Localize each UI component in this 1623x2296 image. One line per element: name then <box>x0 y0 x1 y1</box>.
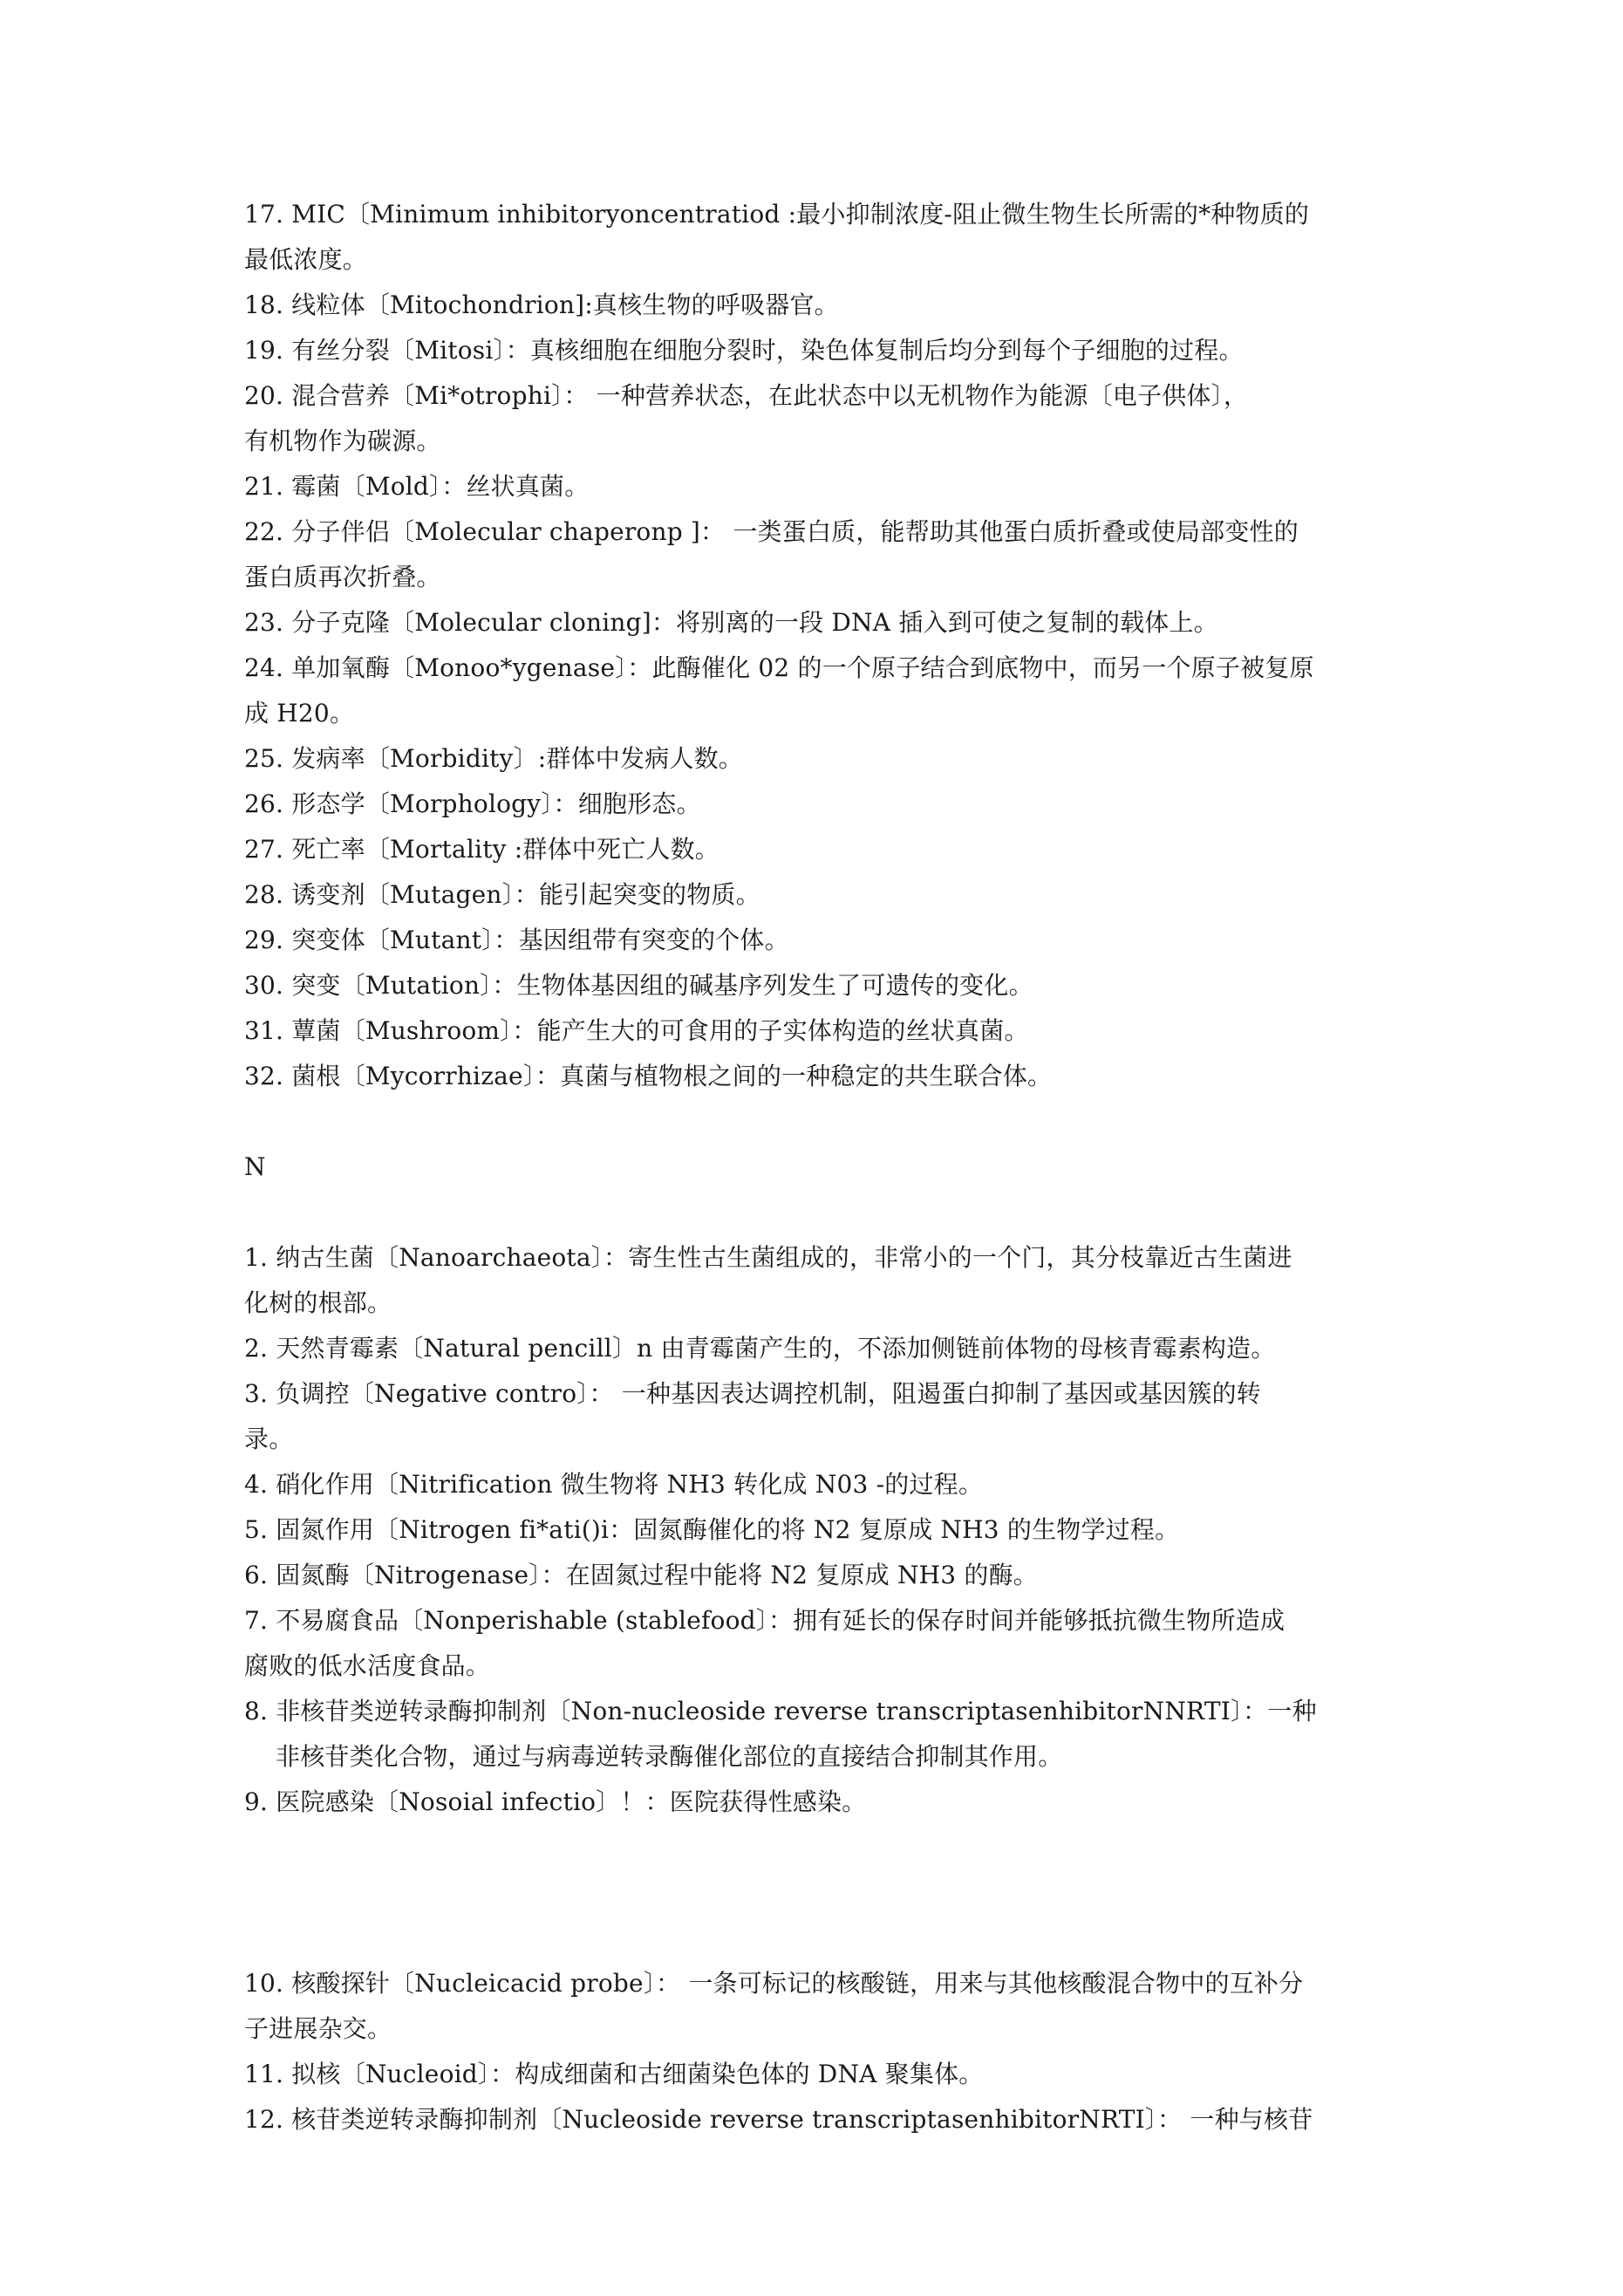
spacer <box>244 1099 1413 1145</box>
text-line: 29. 突变体〔Mutant〕：基因组带有突变的个体。 <box>244 926 789 954</box>
text-line: 11. 拟核〔Nucleoid〕：构成细菌和古细菌染色体的 DNA 聚集体。 <box>244 2060 984 2088</box>
text-line: 7. 不易腐食品〔Nonperishable (stablefood〕：拥有延长的保存时间并能够抵抗微生物所造成 <box>244 1606 1285 1635</box>
text-line: 1. 纳古生菌〔Nanoarchaeota〕：寄生性古生菌组成的，非常小的一个门，其分枝靠近古生菌进 <box>244 1243 1292 1272</box>
text-line: 20. 混合营养〔Mi*otrophi〕： 一种营养状态，在此状态中以无机物作为能源〔电子供体〕， <box>244 381 1249 410</box>
text-line: 18. 线粒体〔Mitochondrion]:真核生物的呼吸器官。 <box>244 290 839 319</box>
spacer <box>244 1190 1413 1235</box>
section-n-entries-continued <box>244 1961 1413 2142</box>
spacer <box>244 1825 1413 1961</box>
text-line: 蛋白质再次折叠。 <box>244 563 441 591</box>
text-line: 26. 形态学〔Morphology〕：细胞形态。 <box>244 789 701 818</box>
text-line: 32. 菌根〔Mycorrhizae〕：真菌与植物根之间的一种稳定的共生联合体。 <box>244 1062 1053 1090</box>
text-line: 4. 硝化作用〔Nitrification 微生物将 NH3 转化成 N03 -的过程。 <box>244 1470 984 1499</box>
section-heading-n: N <box>244 1152 266 1181</box>
text-line: 有机物作为碳源。 <box>244 427 441 455</box>
text-line: 2. 天然青霉素〔Natural pencill〕n 由青霉菌产生的，不添加侧链前体物的母核青霉素构造。 <box>244 1334 1276 1363</box>
text-line: 腐败的低水活度食品。 <box>244 1651 491 1680</box>
text-line: 23. 分子克隆〔Molecular cloning]：将别离的一段 DNA 插入到可使之复制的载体上。 <box>244 608 1218 637</box>
text-line: 8. 非核苷类逆转录酶抑制剂〔Non-nucleoside reverse transcriptasenhibitorNNRTI〕：一种 <box>244 1697 1317 1725</box>
text-line: 化树的根部。 <box>244 1288 392 1317</box>
section-m-entries <box>244 192 1413 1099</box>
text-line: 子进展杂交。 <box>244 2014 392 2043</box>
text-line: 最低浓度。 <box>244 245 368 274</box>
text-line: 5. 固氮作用〔Nitrogen fi*ati()i：固氮酶催化的将 N2 复原成 NH3 的生物学过程。 <box>244 1515 1180 1544</box>
document-page <box>244 192 1413 2142</box>
text-line: 3. 负调控〔Negative contro〕： 一种基因表达调控机制，阻遏蛋白抑制了基因或基因簇的转 <box>244 1379 1261 1408</box>
section-n-entries <box>244 1235 1413 1825</box>
text-line: 24. 单加氧酶〔Monoo*ygenase〕：此酶催化 02 的一个原子结合到底物中，而另一个原子被复原 <box>244 653 1314 682</box>
text-line: 12. 核苷类逆转录酶抑制剂〔Nucleoside reverse transcriptasenhibitorNRTI〕： 一种与核苷 <box>244 2105 1313 2134</box>
text-line: 25. 发病率〔Morbidity〕:群体中发病人数。 <box>244 744 744 773</box>
text-line: 22. 分子伴侣〔Molecular chaperonp ]： 一类蛋白质，能帮助其他蛋白质折叠或使局部变性的 <box>244 517 1299 546</box>
text-line: 10. 核酸探针〔Nucleicacid probe〕： 一条可标记的核酸链，用来与其他核酸混合物中的互补分 <box>244 1969 1304 1998</box>
text-line: 19. 有丝分裂〔Mitosi〕：真核细胞在细胞分裂时，染色体复制后均分到每个子细胞的过程。 <box>244 336 1244 365</box>
text-line: 27. 死亡率〔Mortality :群体中死亡人数。 <box>244 835 720 864</box>
text-line-indented: 非核苷类化合物，通过与病毒逆转录酶催化部位的直接结合抑制其作用。 <box>276 1742 1063 1771</box>
text-line: 录。 <box>244 1425 294 1453</box>
text-line: 9. 医院感染〔Nosoial infectio〕！：医院获得性感染。 <box>244 1787 867 1816</box>
text-line: 28. 诱变剂〔Mutagen〕：能引起突变的物质。 <box>244 880 760 909</box>
text-line: 31. 蕈菌〔Mushroom〕：能产生大的可食用的子实体构造的丝状真菌。 <box>244 1016 1029 1045</box>
text-line: 21. 霉菌〔Mold〕：丝状真菌。 <box>244 472 590 501</box>
text-line: 6. 固氮酶〔Nitrogenase〕：在固氮过程中能将 N2 复原成 NH3 的酶。 <box>244 1561 1038 1589</box>
text-line: 30. 突变〔Mutation〕：生物体基因组的碱基序列发生了可遗传的变化。 <box>244 971 1033 1000</box>
text-line: 17. MIC〔Minimum inhibitoryoncentratiod :最小抑制浓度-阻止微生物生长所需的*种物质的 <box>244 200 1310 229</box>
text-line: 成 H20。 <box>244 699 355 728</box>
